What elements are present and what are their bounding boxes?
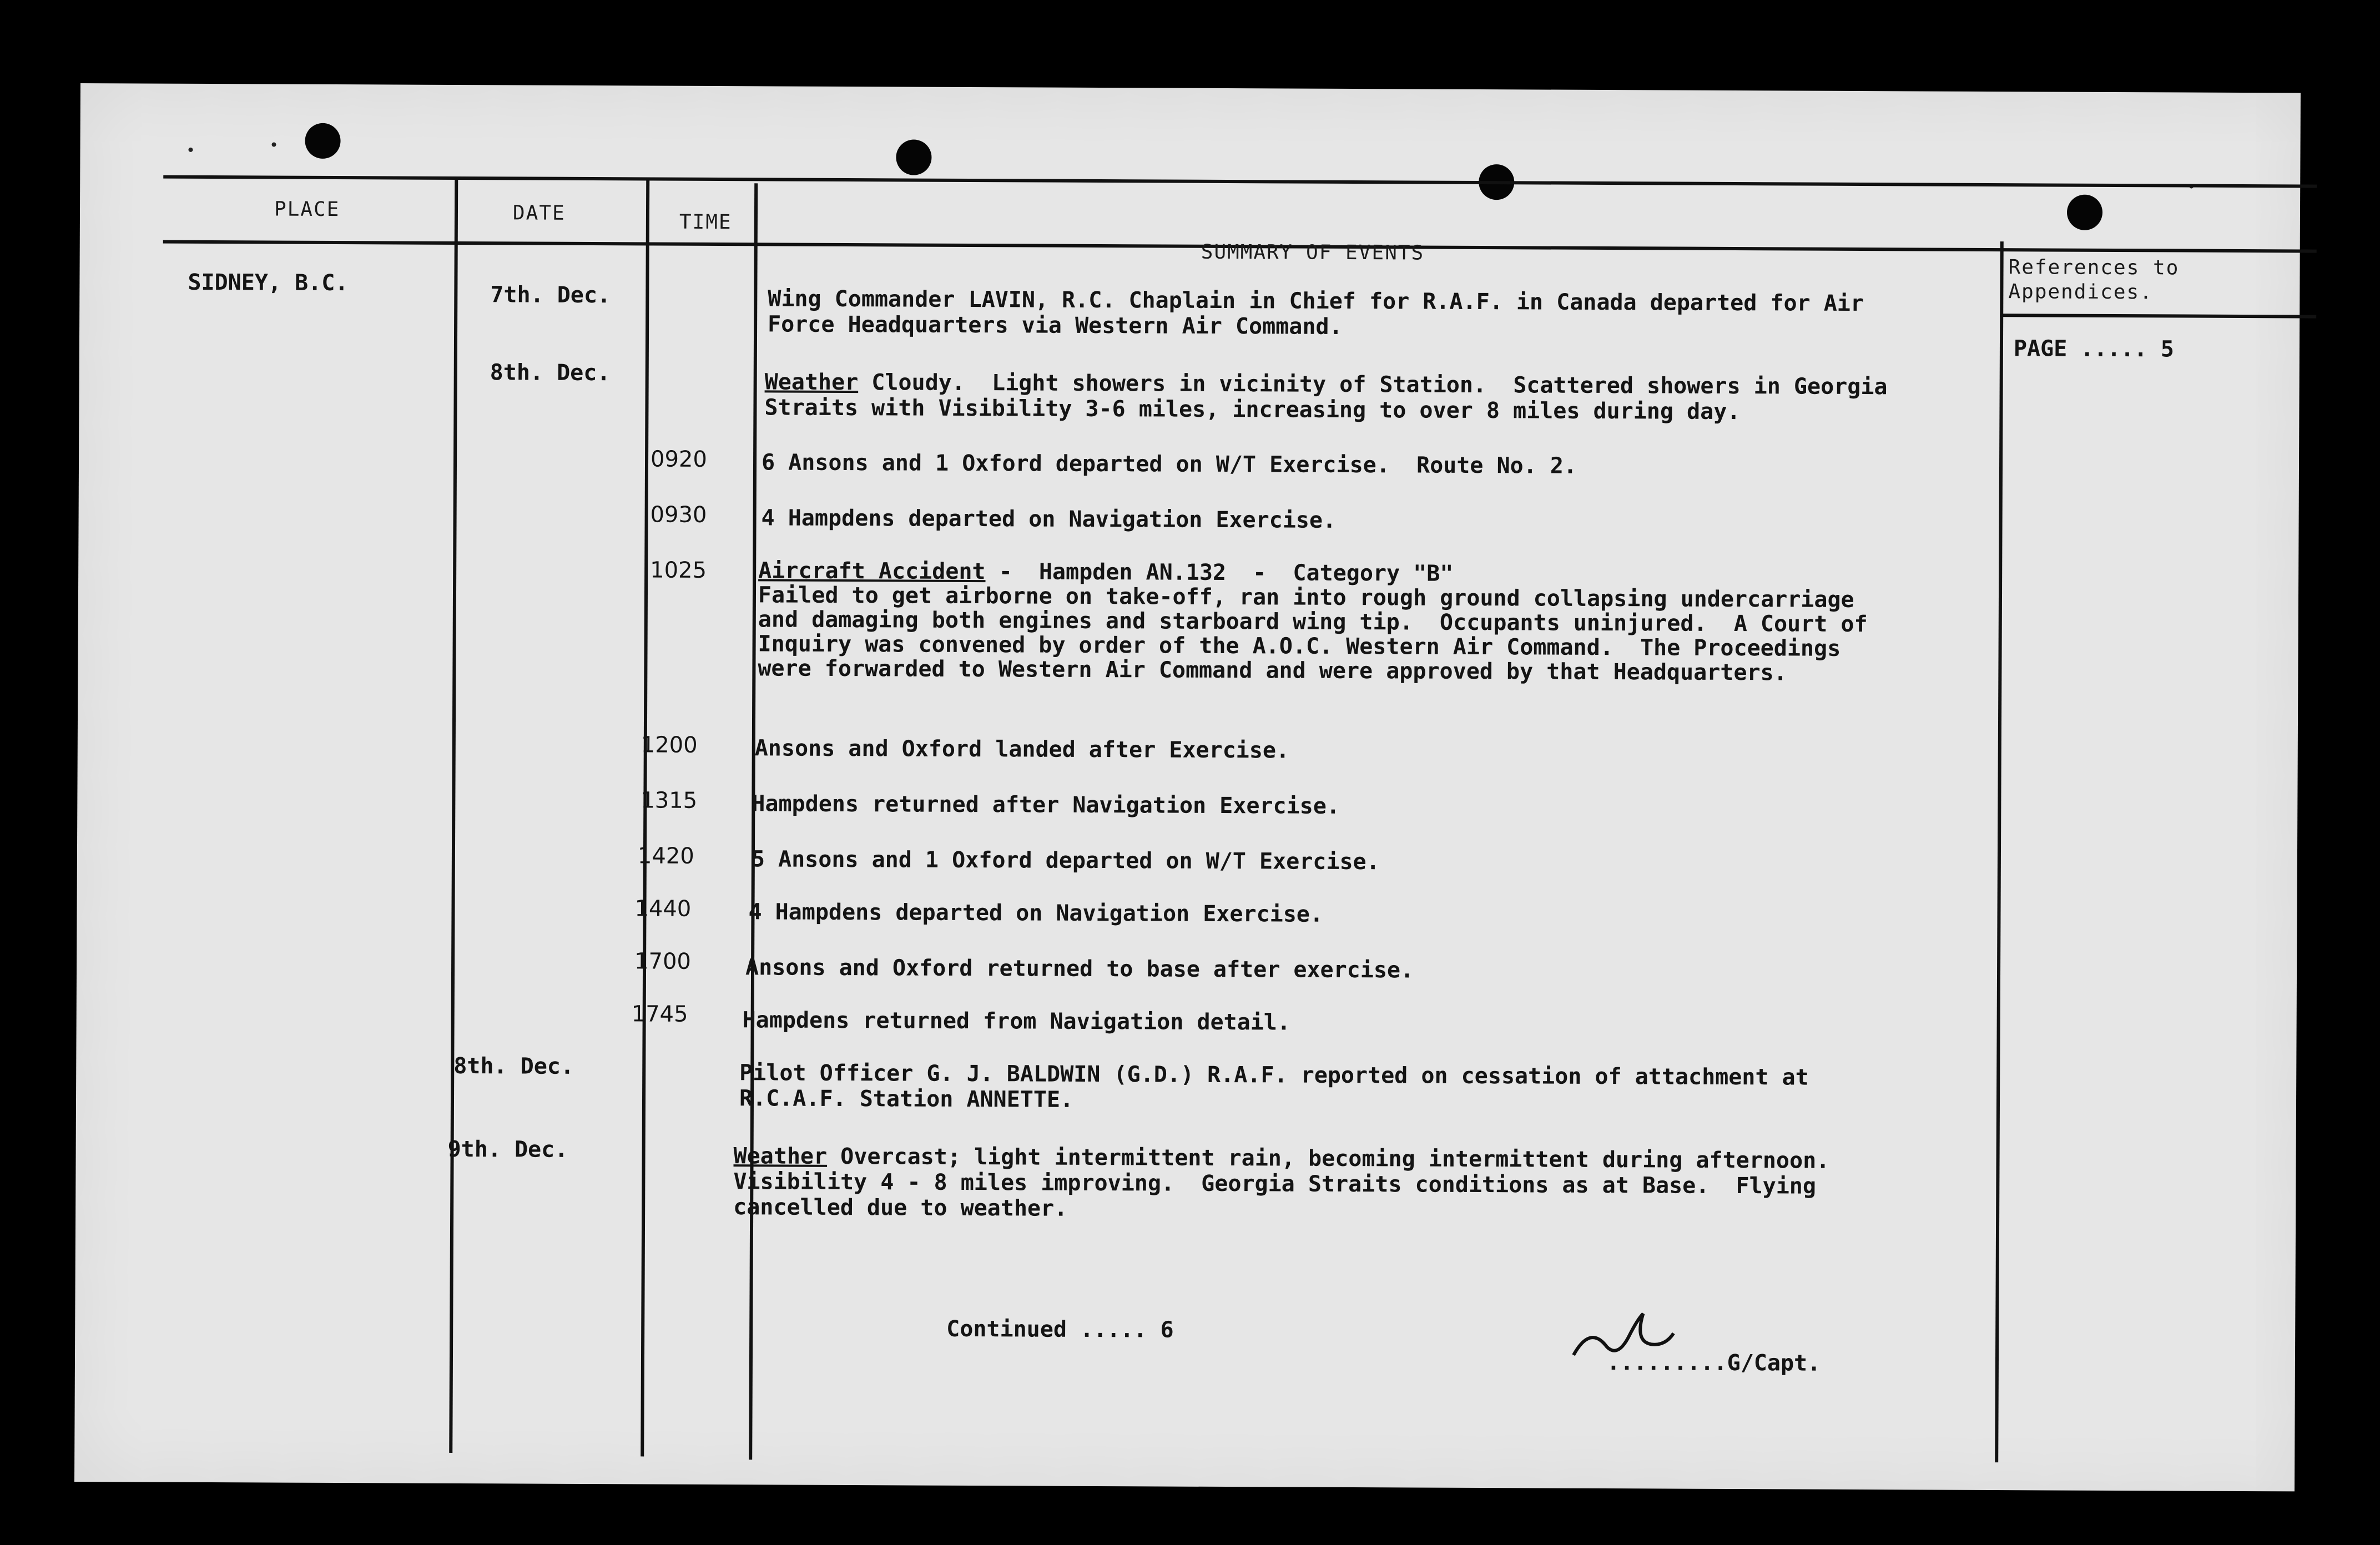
event-entry: Pilot Officer G. J. BALDWIN (G.D.) R.A.F. reported on cessation of attachment at R.C.A.F. Station ANNETTE. xyxy=(739,1060,1809,1113)
header-references: References to Appendices. xyxy=(2008,256,2180,304)
time-entry: 1420 xyxy=(637,843,694,869)
time-entry: 1700 xyxy=(634,948,692,975)
event-entry: 6 Ansons and 1 Oxford departed on W/T Exercise. Route No. 2. xyxy=(761,450,1577,479)
date-entry: 9th. Dec. xyxy=(447,1136,568,1163)
references-rule xyxy=(2000,314,2316,318)
header-time: TIME xyxy=(679,210,732,234)
event-entry: Hampdens returned after Navigation Exercise. xyxy=(752,791,1340,819)
punch-hole xyxy=(2067,195,2102,230)
event-entry xyxy=(764,369,1887,425)
event-entry: 4 Hampdens departed on Navigation Exercise. xyxy=(761,505,1337,533)
punch-hole xyxy=(896,139,931,175)
header-summary: SUMMARY OF EVENTS xyxy=(1201,240,1425,265)
speck xyxy=(188,148,193,152)
time-entry: 0930 xyxy=(650,502,707,528)
header-place: PLACE xyxy=(274,198,340,221)
place-name: SIDNEY, B.C. xyxy=(188,269,349,296)
signature-line: .........G/Capt. xyxy=(1606,1350,1821,1376)
time-entry: 1025 xyxy=(650,557,707,583)
event-entry: Wing Commander LAVIN, R.C. Chaplain in Chief for R.A.F. in Canada departed for Air Force Headquarters via Western Air Command. xyxy=(768,286,1864,340)
time-entry: 1200 xyxy=(641,732,698,758)
speck xyxy=(272,143,276,147)
time-entry: 1440 xyxy=(634,896,692,922)
page-reference: PAGE ..... 5 xyxy=(2013,336,2175,362)
column-rule-time xyxy=(749,183,758,1460)
weather-label: Weather xyxy=(764,369,859,396)
column-rule-place xyxy=(449,176,458,1453)
column-rule-summary xyxy=(1995,241,2004,1462)
event-entry xyxy=(758,558,1453,586)
continued-note: Continued ..... 6 xyxy=(946,1316,1174,1343)
record-sheet xyxy=(74,83,2301,1491)
time-entry: 0920 xyxy=(650,446,707,472)
date-entry: 8th. Dec. xyxy=(490,360,611,386)
weather-label: Weather xyxy=(733,1143,828,1169)
accident-label: Aircraft Accident xyxy=(758,558,986,585)
event-entry xyxy=(733,1143,1829,1225)
accident-title: - Hampden AN.132 - Category "B" xyxy=(985,559,1454,587)
event-entry: Failed to get airborne on take-off, ran into rough ground collapsing undercarriage and damaging both engines and starboard wing tip. Occupants uninjured. A Court of Inquiry was convened by order of the A.O.C. Western Air Command. The Proceedings were forwarded to Western Air Command and were approved by that Headquarters. xyxy=(758,582,1868,686)
event-entry: 4 Hampdens departed on Navigation Exercise. xyxy=(748,899,1324,927)
header-top-rule xyxy=(163,175,2317,188)
time-entry: 1745 xyxy=(631,1001,688,1027)
time-entry: 1315 xyxy=(641,787,698,814)
weather-text: Overcast; light intermittent rain, becoming intermittent during afternoon. Visibility 4 - 8 miles improving. Georgia Straits conditions as at Base. Flying cancelled due to weather. xyxy=(733,1143,1830,1221)
event-entry: Ansons and Oxford returned to base after exercise. xyxy=(745,955,1414,983)
date-entry: 8th. Dec. xyxy=(453,1053,574,1079)
event-entry: Ansons and Oxford landed after Exercise. xyxy=(754,735,1290,764)
punch-hole xyxy=(305,123,340,159)
event-entry: 5 Ansons and 1 Oxford departed on W/T Exercise. xyxy=(751,846,1380,875)
weather-text: Cloudy. Light showers in vicinity of Station. Scattered showers in Georgia Straits with Visibility 3-6 miles, increasing to over 8 miles during day. xyxy=(764,370,1888,425)
event-entry: Hampdens returned from Navigation detail. xyxy=(742,1007,1291,1036)
column-rule-date xyxy=(641,180,649,1456)
date-entry: 7th. Dec. xyxy=(490,282,611,309)
header-date: DATE xyxy=(512,201,566,225)
